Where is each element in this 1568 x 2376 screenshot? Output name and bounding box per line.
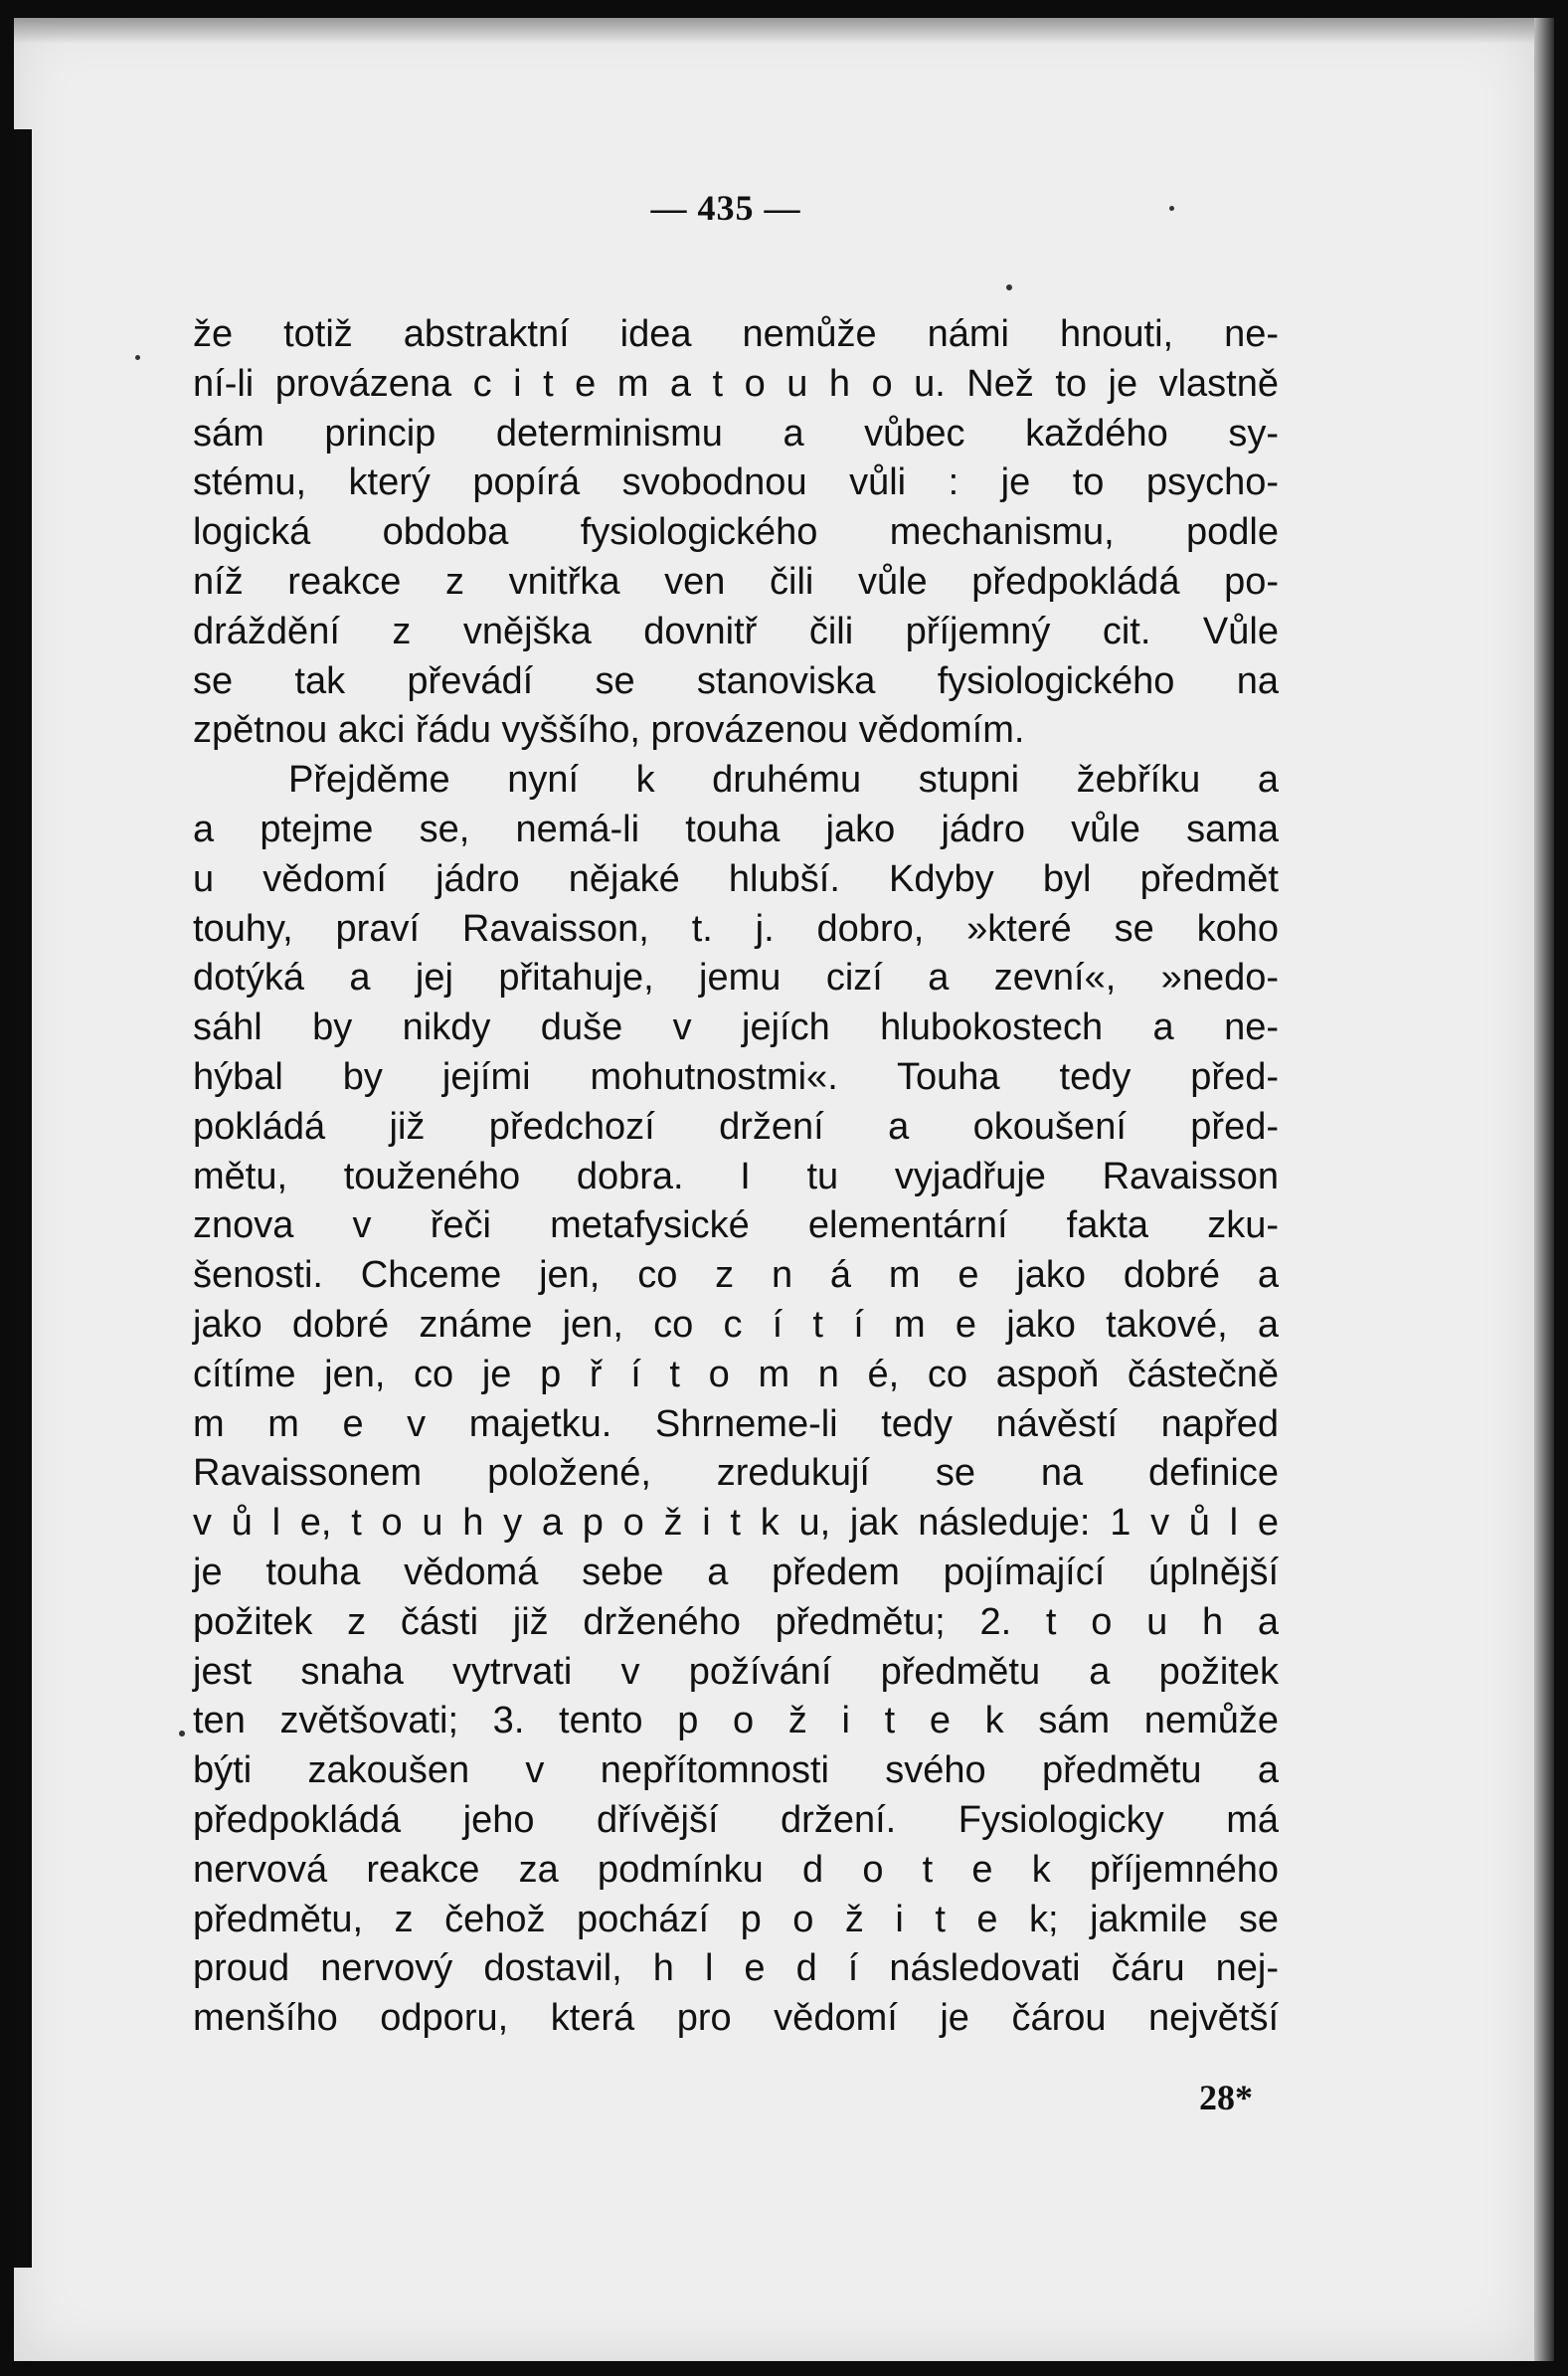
dust-speck — [135, 355, 140, 360]
page-top-shadow — [14, 18, 1535, 44]
text-line: touhy, praví Ravaisson, t. j. dobro, »které se koho — [193, 907, 1279, 950]
text-line: dotýká a jej přitahuje, jemu cizí a zevní«, »nedo- — [193, 957, 1279, 1000]
text-line: a ptejme se, nemá-li touha jako jádro vůle sama — [193, 808, 1279, 850]
text-line: je touha vědomá sebe a předem pojímající úplnější — [193, 1551, 1279, 1593]
text-line: jako dobré známe jen, co c í t í m e jako takové, a — [193, 1303, 1279, 1346]
text-line: hýbal by jejími mohutnostmi«. Touha tedy před- — [193, 1055, 1279, 1098]
text-line: Přejděme nyní k druhému stupni žebříku a — [288, 759, 1279, 802]
text-line: se tak převádí se stanoviska fysiologického na — [193, 659, 1279, 702]
text-line: zpětnou akci řádu vyššího, provázenou vědomím. — [193, 709, 1025, 752]
text-line: pokládá již předchozí držení a okoušení před- — [193, 1105, 1279, 1148]
text-line: níž reakce z vnitřka ven čili vůle předpokládá po- — [193, 560, 1279, 603]
text-line: ten zvětšovati; 3. tento p o ž i t e k sám nemůže — [193, 1700, 1279, 1742]
text-line: že totiž abstraktní idea nemůže námi hnouti, ne- — [193, 313, 1279, 355]
text-line: předmětu, z čehož pochází p o ž i t e k; jakmile se — [193, 1898, 1279, 1940]
text-line: u vědomí jádro nějaké hlubší. Kdyby byl předmět — [193, 857, 1279, 900]
text-line: ní-li provázena c i t e m a t o u h o u. Než to je vlastně — [193, 362, 1279, 405]
signature-mark: 28* — [1199, 2078, 1253, 2117]
page-body-text — [193, 310, 1279, 2044]
text-line: m m e v majetku. Shrneme-li tedy návěstí napřed — [193, 1402, 1279, 1445]
text-line: mětu, touženého dobra. I tu vyjadřuje Ravaisson — [193, 1155, 1279, 1197]
page-number: — 435 — — [650, 188, 801, 228]
text-line: předpokládá jeho dřívější držení. Fysiologicky má — [193, 1798, 1279, 1841]
text-line: sáhl by nikdy duše v jejích hlubokostech a ne- — [193, 1006, 1279, 1049]
text-line: dráždění z vnějška dovnitř čili příjemný cit. Vůle — [193, 610, 1279, 652]
dust-speck — [179, 1731, 185, 1736]
dust-speck — [1006, 284, 1012, 290]
text-line: jest snaha vytrvati v požívání předmětu a požitek — [193, 1650, 1279, 1693]
text-line: v ů l e, t o u h y a p o ž i t k u, jak následuje: 1 v ů l e — [193, 1502, 1279, 1545]
text-line: nervová reakce za podmínku d o t e k příjemného — [193, 1848, 1279, 1891]
text-line: proud nervový dostavil, h l e d í následovati čáru nej- — [193, 1947, 1279, 1990]
text-line: stému, který popírá svobodnou vůli : je to psycho- — [193, 461, 1279, 504]
text-line: šenosti. Chceme jen, co z n á m e jako dobré a — [193, 1254, 1279, 1297]
page-right-edge — [1534, 18, 1554, 2361]
page-left-edge — [14, 129, 32, 2268]
text-line: znova v řeči metafysické elementární fakta zku- — [193, 1204, 1279, 1247]
text-line: cítíme jen, co je p ř í t o m n é, co aspoň částečně — [193, 1353, 1279, 1395]
text-line: menšího odporu, která pro vědomí je čárou největší — [193, 1997, 1279, 2040]
text-line: Ravaissonem položené, zredukují se na definice — [193, 1452, 1279, 1495]
text-line: býti zakoušen v nepřítomnosti svého předmětu a — [193, 1749, 1279, 1792]
text-line: logická obdoba fysiologického mechanismu, podle — [193, 511, 1279, 554]
text-line: sám princip determinismu a vůbec každého sy- — [193, 412, 1279, 455]
text-line: požitek z části již drženého předmětu; 2. t o u h a — [193, 1600, 1279, 1643]
